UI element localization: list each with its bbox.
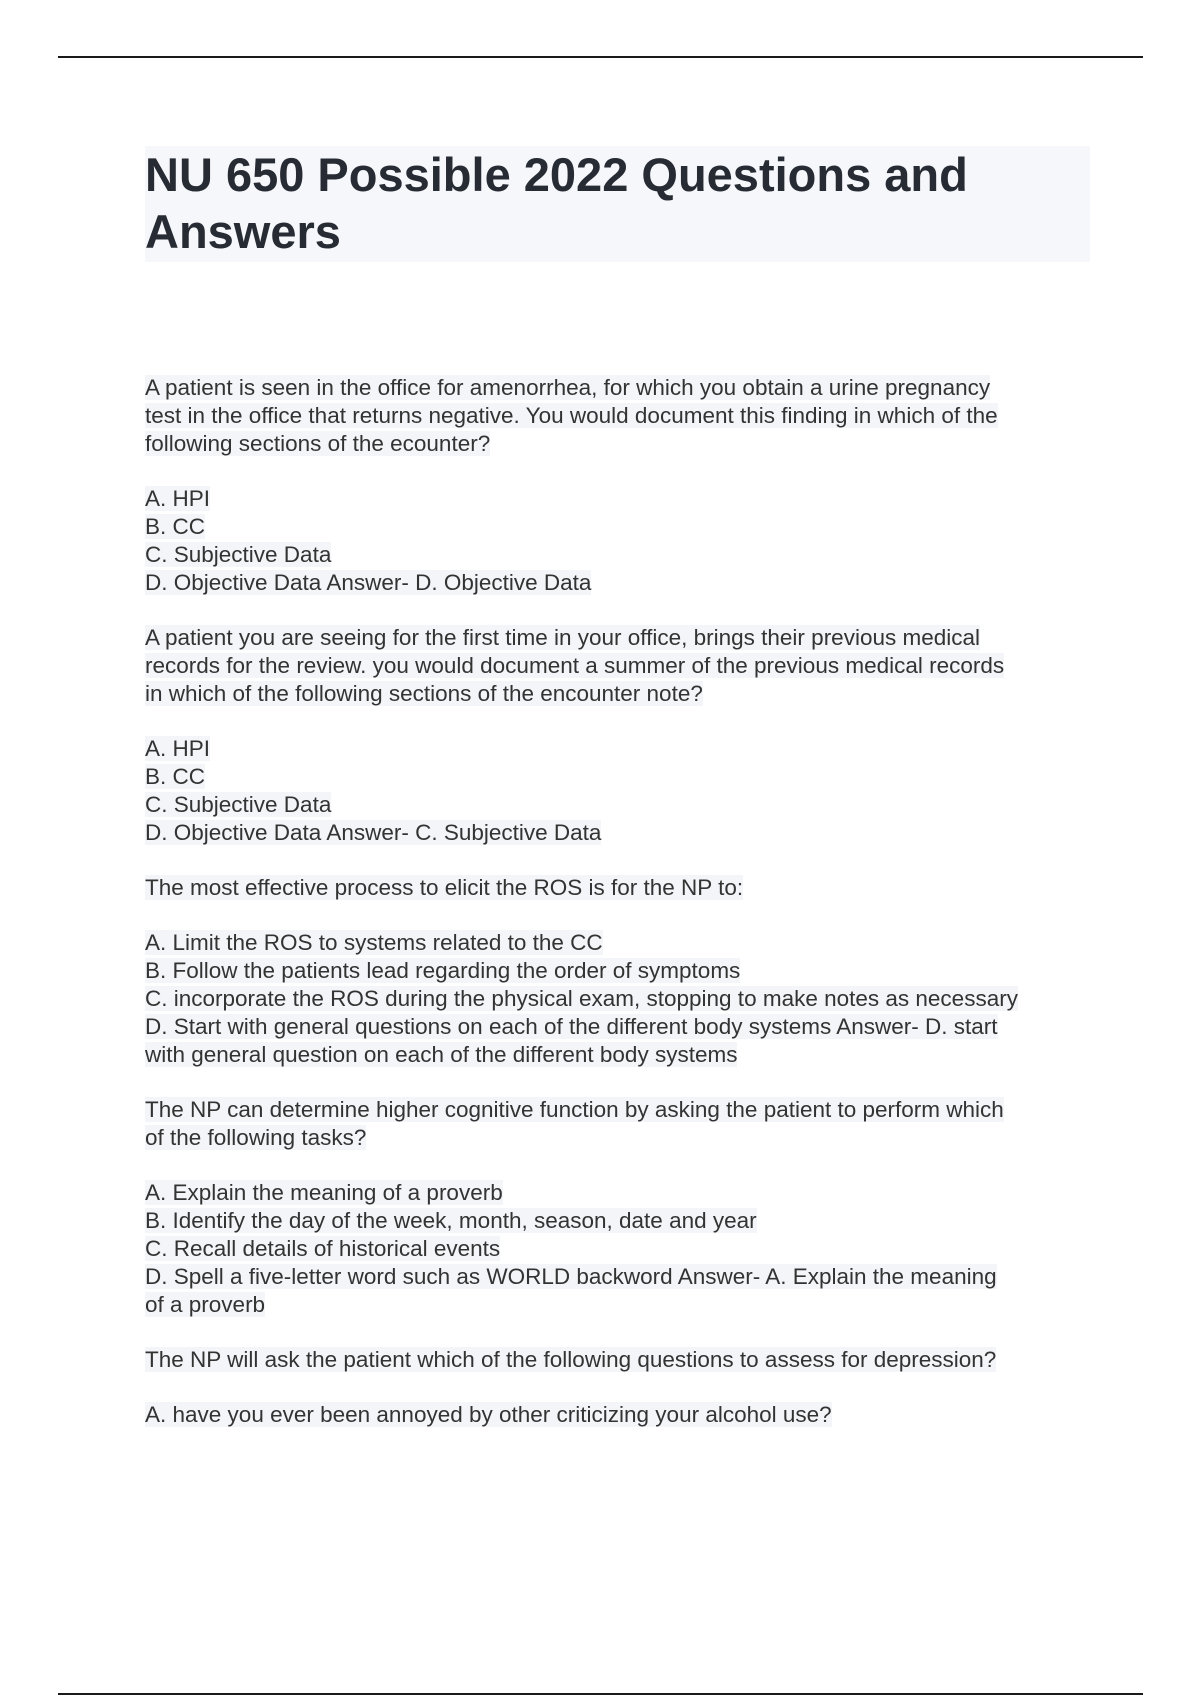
question-item: [145, 1346, 1090, 1429]
document-body: [145, 146, 1090, 1456]
option-line: C. Subjective Data: [145, 542, 332, 567]
answer-options: [145, 735, 1090, 847]
option-line-with-answer: D. Objective Data Answer- D. Objective Data: [145, 570, 592, 595]
question-stem: [145, 1346, 1090, 1374]
stem-line: records for the review. you would document a summer of the previous medical records: [145, 653, 1005, 678]
question-item: [145, 1096, 1090, 1319]
answer-options: [145, 1401, 1090, 1429]
option-line: B. CC: [145, 514, 206, 539]
stem-line: of the following tasks?: [145, 1125, 367, 1150]
question-stem: [145, 374, 1090, 458]
option-line: B. Follow the patients lead regarding the order of symptoms: [145, 958, 741, 983]
stem-line: A patient is seen in the office for amenorrhea, for which you obtain a urine pregnancy: [145, 375, 991, 400]
question-item: [145, 874, 1090, 1069]
stem-line: A patient you are seeing for the first time in your office, brings their previous medical: [145, 625, 981, 650]
option-line-continuation: of a proverb: [145, 1292, 266, 1317]
option-line: A. Explain the meaning of a proverb: [145, 1180, 503, 1205]
stem-line: following sections of the ecounter?: [145, 431, 491, 456]
option-line-with-answer: D. Start with general questions on each of the different body systems Answer- D. start: [145, 1014, 998, 1039]
question-list: [145, 374, 1090, 1429]
stem-line: The NP can determine higher cognitive function by asking the patient to perform which: [145, 1097, 1004, 1122]
question-item: [145, 374, 1090, 597]
answer-options: [145, 929, 1090, 1069]
stem-line: test in the office that returns negative. You would document this finding in which of the: [145, 403, 998, 428]
bottom-rule: [58, 1693, 1143, 1695]
document-title: [145, 146, 1090, 262]
option-line: C. incorporate the ROS during the physical exam, stopping to make notes as necessary: [145, 986, 1018, 1011]
option-line: A. Limit the ROS to systems related to the CC: [145, 930, 603, 955]
question-item: [145, 624, 1090, 847]
option-line: B. CC: [145, 764, 206, 789]
answer-options: [145, 485, 1090, 597]
option-line: B. Identify the day of the week, month, season, date and year: [145, 1208, 757, 1233]
question-stem: [145, 624, 1090, 708]
option-line: A. HPI: [145, 736, 211, 761]
stem-line: The NP will ask the patient which of the following questions to assess for depression?: [145, 1347, 997, 1372]
option-line-with-answer: D. Spell a five-letter word such as WORLD backword Answer- A. Explain the meaning: [145, 1264, 997, 1289]
option-line: A. HPI: [145, 486, 211, 511]
top-rule: [58, 56, 1143, 58]
title-line: Answers: [145, 205, 341, 258]
option-line: C. Subjective Data: [145, 792, 332, 817]
answer-options: [145, 1179, 1090, 1319]
option-line: C. Recall details of historical events: [145, 1236, 501, 1261]
stem-line: The most effective process to elicit the ROS is for the NP to:: [145, 875, 744, 900]
question-stem: [145, 1096, 1090, 1152]
title-line: NU 650 Possible 2022 Questions and: [145, 148, 968, 201]
option-line: A. have you ever been annoyed by other criticizing your alcohol use?: [145, 1402, 832, 1427]
stem-line: in which of the following sections of the encounter note?: [145, 681, 703, 706]
option-line-with-answer: D. Objective Data Answer- C. Subjective Data: [145, 820, 602, 845]
option-line-continuation: with general question on each of the different body systems: [145, 1042, 738, 1067]
question-stem: [145, 874, 1090, 902]
